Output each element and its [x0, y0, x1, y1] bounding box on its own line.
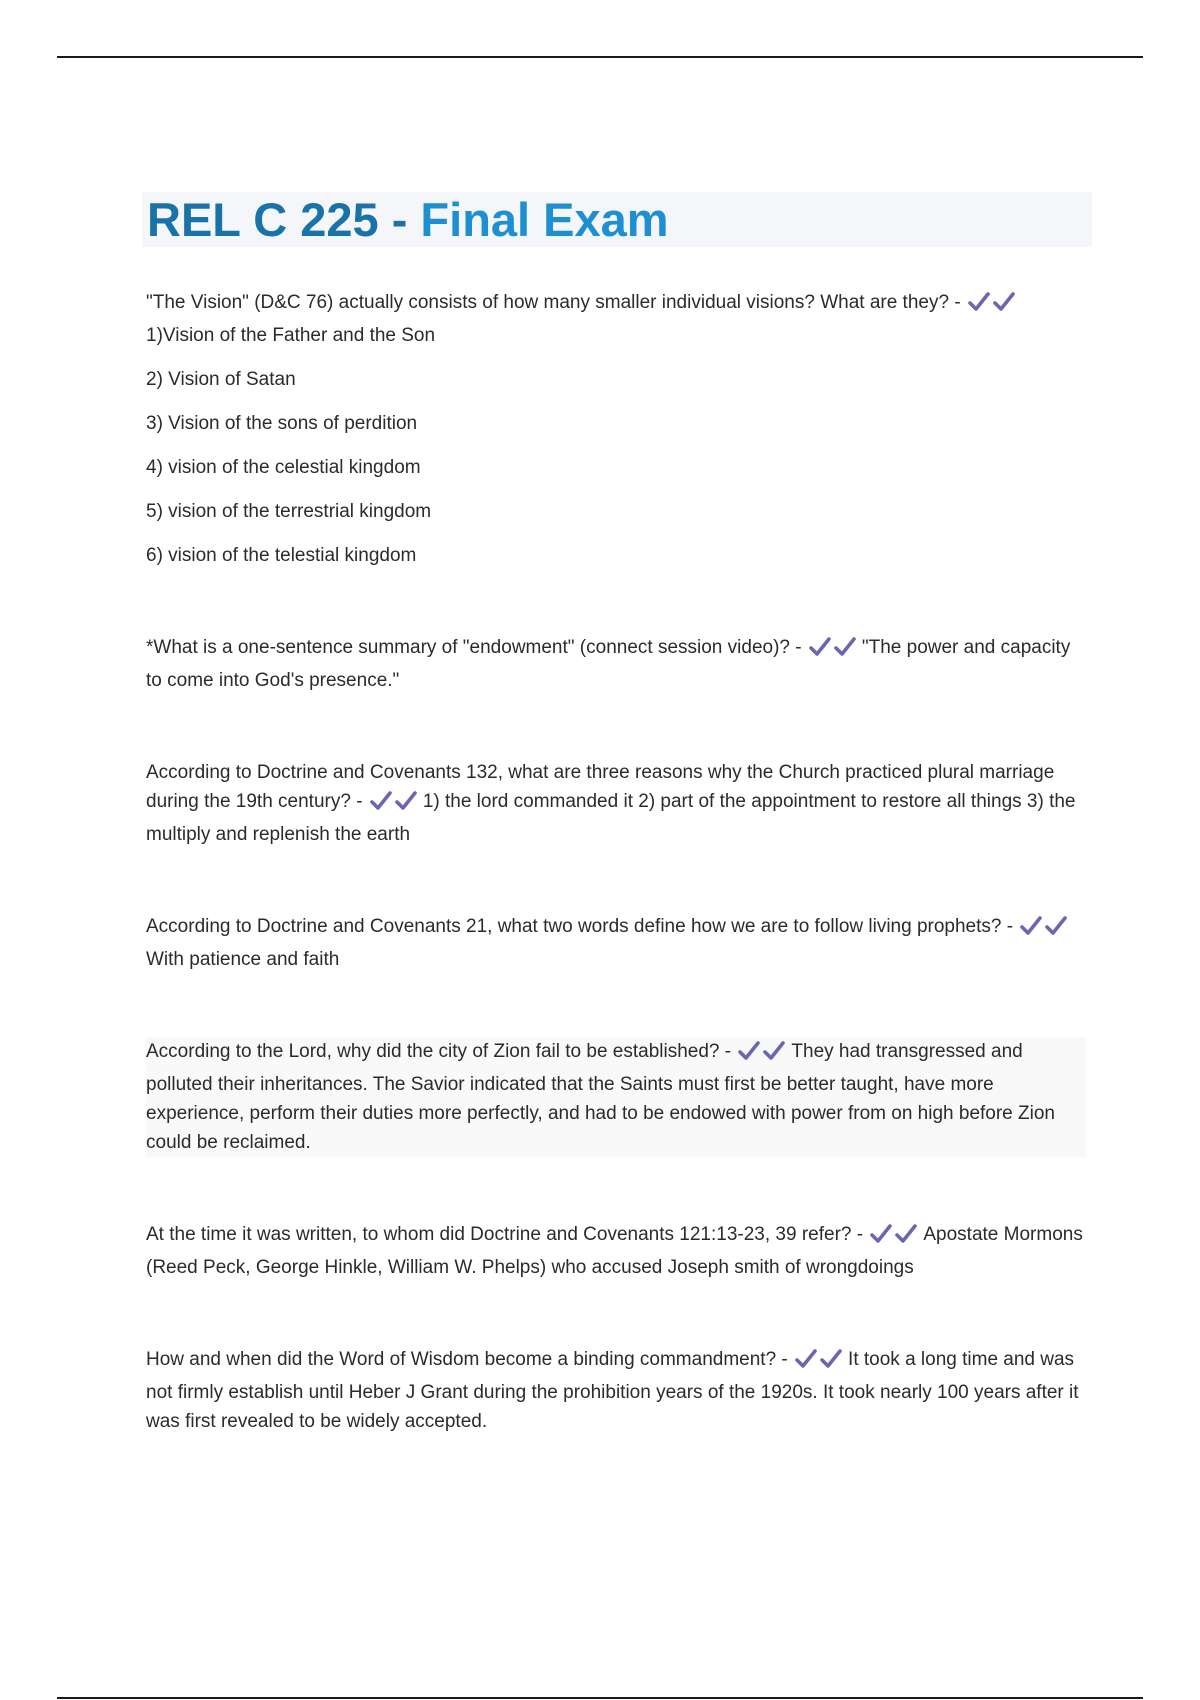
question-text: According to the Lord, why did the city of Zion fail to be established? -: [146, 1041, 732, 1062]
check-mark-icon: [820, 1349, 842, 1369]
title-course: REL C 225: [147, 193, 379, 246]
check-mark-icon: [395, 791, 417, 811]
question-text: "The Vision" (D&C 76) actually consists of how many smaller individual visions? What are they? -: [146, 292, 961, 313]
check-mark-icon: [809, 637, 831, 657]
qa-item: [146, 1220, 1086, 1282]
check-mark-icon: [834, 637, 856, 657]
answer-text: Apostate Mormons (Reed Peck, George Hinkle, William W. Phelps) who accused Joseph smith of wrongdoings: [146, 1224, 1083, 1278]
check-marks: [738, 1041, 788, 1070]
qa-list: [146, 288, 1086, 1436]
check-mark-icon: [795, 1349, 817, 1369]
check-marks: [870, 1224, 920, 1253]
qa-item: [146, 1037, 1086, 1157]
question-text: According to Doctrine and Covenants 21, what two words define how we are to follow living prophets? -: [146, 916, 1014, 937]
qa-item: [146, 912, 1086, 974]
check-marks: [968, 292, 1018, 321]
answer-text: It took a long time and was not firmly establish until Heber J Grant during the prohibition years of the 1920s. It took nearly 100 years after it was first revealed to be widely accepted.: [146, 1349, 1079, 1432]
question-text: According to Doctrine and Covenants 132, what are three reasons why the Church practiced plural marriage during the 19th century? -: [146, 762, 1055, 812]
check-mark-icon: [870, 1224, 892, 1244]
check-mark-icon: [895, 1224, 917, 1244]
question-text: *What is a one-sentence summary of "endowment" (connect session video)? -: [146, 637, 802, 658]
list-item: 4) vision of the celestial kingdom: [146, 457, 421, 478]
title-name: Final Exam: [420, 193, 669, 246]
check-mark-icon: [738, 1041, 760, 1061]
qa-item: [146, 633, 1086, 695]
qa-item: [146, 758, 1086, 849]
check-marks: [370, 791, 420, 820]
check-mark-icon: [763, 1041, 785, 1061]
page-title: [142, 192, 1092, 247]
check-mark-icon: [968, 292, 990, 312]
bottom-rule: [57, 1697, 1143, 1699]
check-mark-icon: [1020, 916, 1042, 936]
title-separator: -: [378, 193, 421, 246]
qa-item: [146, 1345, 1086, 1436]
answer-text: "The power and capacity to come into God's presence.": [146, 637, 1071, 691]
check-mark-icon: [370, 791, 392, 811]
list-item: 2) Vision of Satan: [146, 369, 296, 390]
check-marks: [809, 637, 859, 666]
question-text: At the time it was written, to whom did Doctrine and Covenants 121:13-23, 39 refer? -: [146, 1224, 864, 1245]
question-text: How and when did the Word of Wisdom become a binding commandment? -: [146, 1349, 788, 1370]
answer-text: 1) the lord commanded it 2) part of the appointment to restore all things 3) the multiply and replenish the earth: [146, 791, 1076, 845]
qa-item: [146, 288, 1086, 350]
check-mark-icon: [993, 292, 1015, 312]
check-marks: [795, 1349, 845, 1378]
list-item: 3) Vision of the sons of perdition: [146, 413, 418, 434]
answer-text: They had transgressed and polluted their inheritances. The Savior indicated that the Saints must first be better taught, have more experience, perform their duties more perfectly, and had to be endowed with power from on high before Zion could be reclaimed.: [146, 1041, 1055, 1153]
answer-text: With patience and faith: [146, 949, 340, 970]
check-mark-icon: [1045, 916, 1067, 936]
list-item: 6) vision of the telestial kingdom: [146, 545, 417, 566]
check-marks: [1020, 916, 1070, 945]
answer-text: 1)Vision of the Father and the Son: [146, 325, 436, 346]
list-item: 5) vision of the terrestrial kingdom: [146, 501, 432, 522]
top-rule: [57, 56, 1143, 58]
